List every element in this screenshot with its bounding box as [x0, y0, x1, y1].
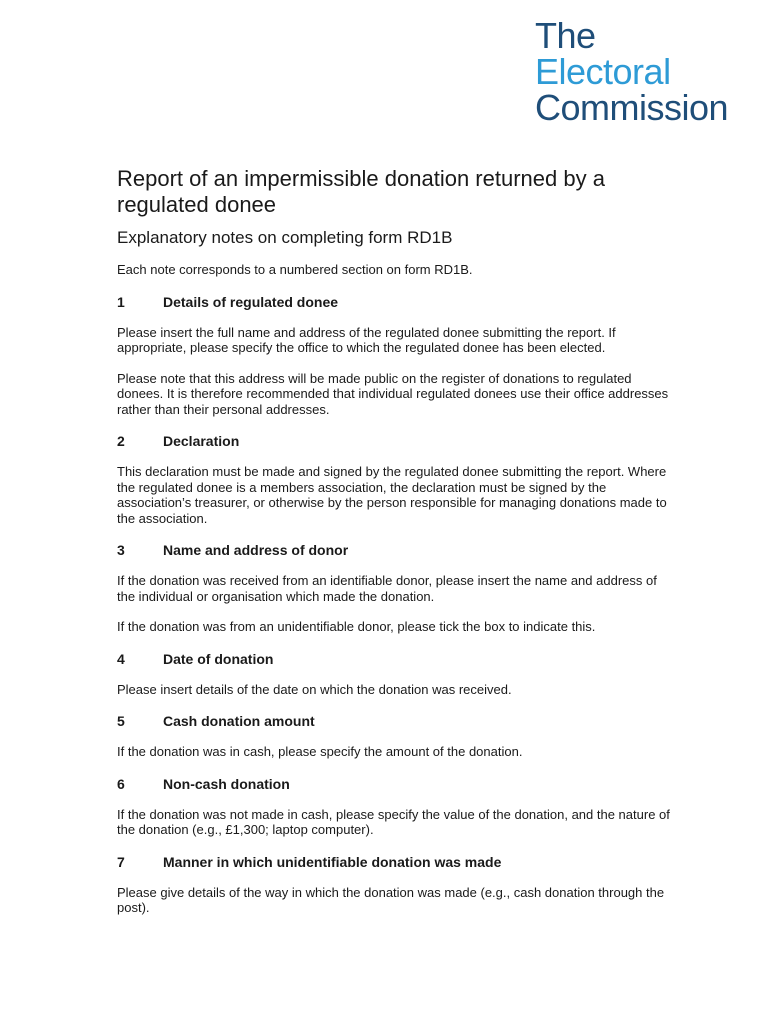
intro-text: Each note corresponds to a numbered section on form RD1B. [117, 262, 473, 277]
section-paragraph: If the donation was received from an identifiable donor, please insert the name and address of the individual or organisation which made the donation. [117, 573, 657, 604]
section-paragraph: If the donation was from an unidentifiable donor, please tick the box to indicate this. [117, 619, 596, 634]
section-title: Cash donation amount [163, 713, 315, 729]
section-heading [117, 433, 677, 450]
section-paragraph: This declaration must be made and signed by the regulated donee submitting the report. Where the regulated donee is a members association, the declaration must be signed by the association’s treasurer, or otherwise by the person responsible for managing donations made to the association. [117, 464, 667, 526]
electoral-commission-logo [535, 15, 760, 128]
section-number: 5 [117, 713, 125, 729]
section-paragraph: Please insert details of the date on which the donation was received. [117, 681, 512, 697]
section-3 [117, 542, 677, 635]
section-title: Details of regulated donee [163, 293, 339, 310]
section-7 [117, 854, 677, 916]
section-6 [117, 776, 677, 838]
section-heading [117, 651, 677, 668]
page-subtitle: Explanatory notes on completing form RD1B [117, 228, 453, 247]
section-title: Name and address of donor [163, 542, 349, 558]
section-number: 6 [117, 775, 125, 792]
section-4 [117, 651, 677, 698]
section-number: 1 [117, 293, 125, 310]
section-paragraph: Please note that this address will be made public on the register of donations to regulated donees. It is therefore recommended that individual regulated donees use their office addresses rather than their personal addresses. [117, 370, 669, 417]
section-title: Date of donation [163, 650, 274, 667]
section-heading [117, 713, 677, 730]
section-paragraph: If the donation was not made in cash, please specify the value of the donation, and the nature of the donation (e.g., £1,300; laptop computer). [117, 806, 670, 837]
section-title: Non-cash donation [163, 775, 290, 792]
section-paragraph: Please give details of the way in which the donation was made (e.g., cash donation through the post). [117, 884, 665, 915]
section-heading [117, 854, 677, 871]
section-number: 7 [117, 853, 125, 870]
section-heading [117, 542, 677, 559]
section-title: Declaration [163, 433, 240, 449]
section-number: 4 [117, 650, 125, 667]
section-2 [117, 433, 677, 526]
section-5 [117, 713, 677, 760]
section-title: Manner in which unidentifiable donation was made [163, 853, 502, 870]
page-title: Report of an impermissible donation returned by a regulated donee [117, 166, 605, 217]
section-paragraph: If the donation was in cash, please specify the amount of the donation. [117, 744, 523, 759]
section-number: 2 [117, 433, 125, 449]
document-body [117, 166, 677, 916]
section-1 [117, 294, 677, 418]
logo-line-commission: Commission [535, 87, 729, 128]
section-number: 3 [117, 542, 125, 558]
section-paragraph: Please insert the full name and address of the regulated donee submitting the report. If appropriate, please specify the office to which the regulated donee has been elected. [117, 324, 616, 355]
section-heading [117, 294, 677, 311]
logo-line-the: The [535, 15, 596, 56]
logo-line-electoral: Electoral [535, 51, 671, 92]
section-heading [117, 776, 677, 793]
